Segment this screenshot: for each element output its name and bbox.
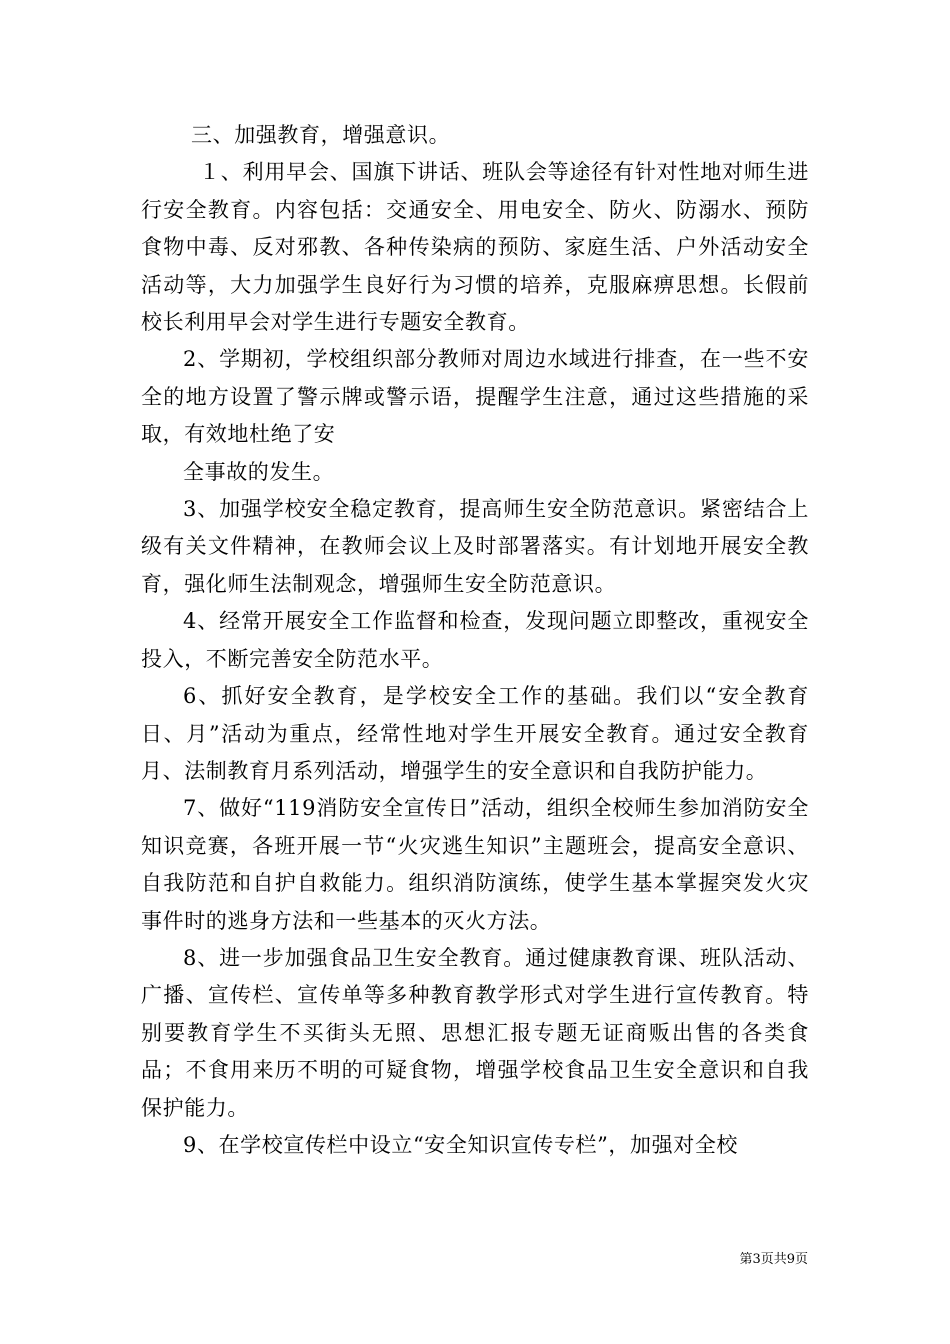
paragraph-3: 3、加强学校安全稳定教育，提高师生安全防范意识。紧密结合上级有关文件精神，在教师会议上及时部署落实。有计划地开展安全教育，强化师生法制观念，增强师生安全防范意识。: [141, 497, 809, 596]
document-body: [141, 117, 809, 1164]
paragraph-2: 2、学期初，学校组织部分教师对周边水域进行排查，在一些不安全的地方设置了警示牌或警示语，提醒学生注意，通过这些措施的采取，有效地杜绝了安: [141, 347, 809, 447]
paragraph-6: 6、抓好安全教育，是学校安全工作的基础。我们以“安全教育日、月”活动为重点，经常性地对学生开展安全教育。通过安全教育月、法制教育月系列活动，增强学生的安全意识和自我防护能力。: [141, 684, 809, 783]
paragraph-8: 8、进一步加强食品卫生安全教育。通过健康教育课、班队活动、广播、宣传栏、宣传单等多种教育教学形式对学生进行宣传教育。特别要教育学生不买街头无照、思想汇报专题无证商贩出售的各类食品；不食用来历不明的可疑食物，增强学校食品卫生安全意识和自我保护能力。: [141, 945, 809, 1120]
paragraph-1: １、利用早会、国旗下讲话、班队会等途径有针对性地对师生进行安全教育。内容包括：交通安全、用电安全、防火、防溺水、预防食物中毒、反对邪教、各种传染病的预防、家庭生活、户外活动安全活动等，大力加强学生良好行为习惯的培养，克服麻痹思想。长假前校长利用早会对学生进行专题安全教育。: [141, 160, 809, 335]
paragraph-2-continued: 全事故的发生。: [183, 459, 335, 484]
page-number: 第3页共9页: [739, 1252, 808, 1267]
paragraph-7: 7、做好“119消防安全宣传日”活动，组织全校师生参加消防安全知识竞赛，各班开展一节“火灾逃生知识”主题班会，提高安全意识、自我防范和自护自救能力。组织消防演练，使学生基本掌握突发火灾事件时的逃身方法和一些基本的灭火方法。: [141, 796, 809, 933]
section-heading: 三、加强教育，增强意识。: [191, 123, 451, 147]
paragraph-9: 9、在学校宣传栏中设立“安全知识宣传专栏”，加强对全校: [183, 1132, 739, 1157]
paragraph-4: 4、经常开展安全工作监督和检查，发现问题立即整改，重视安全投入，不断完善安全防范水平。: [141, 609, 809, 671]
